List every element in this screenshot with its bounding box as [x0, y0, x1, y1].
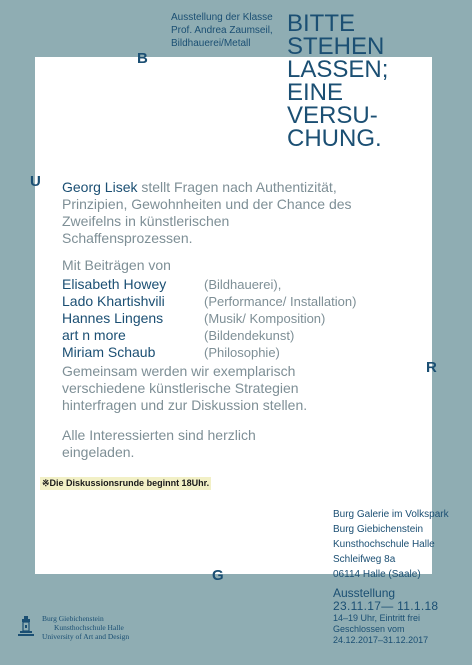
burg-letter-b: B — [137, 50, 148, 67]
contributor-name: Lado Khartishvili — [62, 293, 165, 309]
intro-text — [62, 179, 362, 247]
contributor-row — [62, 310, 392, 327]
contributor-row — [62, 327, 392, 344]
contributor-role: (Bildhauerei), — [204, 277, 282, 292]
contributors-list — [62, 276, 392, 361]
burg-letter-g: G — [212, 567, 224, 584]
contributor-row — [62, 293, 392, 310]
logo-wordmark — [42, 614, 129, 641]
university-logo — [14, 612, 164, 648]
headline-line: STEHEN — [287, 33, 385, 60]
logo-line: Burg Giebichenstein — [42, 614, 104, 623]
contributor-role: (Musik/ Komposition) — [204, 311, 326, 326]
address-line: Kunsthochschule Halle — [333, 539, 435, 550]
exhibition-label: Ausstellung — [333, 586, 396, 600]
contributor-row — [62, 276, 392, 293]
contributor-name: Hannes Lingens — [62, 310, 164, 326]
headline-line: LASSEN; — [287, 56, 389, 83]
address-line: Burg Galerie im Volkspark — [333, 509, 449, 520]
class-info-line: Ausstellung der Klasse — [171, 12, 273, 23]
address-line: Burg Giebichenstein — [333, 524, 424, 535]
exhibition-dates: 23.11.17— 11.1.18 — [333, 599, 439, 613]
logo-line: University of Art and Design — [42, 632, 130, 641]
exhibition-info — [333, 587, 438, 646]
burg-letter-u: U — [30, 173, 41, 190]
logo-line: Kunsthochschule Halle — [54, 623, 124, 632]
class-info-line: Prof. Andrea Zaumseil, — [171, 25, 273, 36]
castle-tower-icon — [18, 616, 34, 638]
headline-line: EINE — [287, 79, 344, 106]
invitation-paragraph: Alle Interessierten sind herzlich eingeladen. — [62, 427, 256, 460]
closed-notice: Geschlossen vom — [333, 624, 405, 634]
closed-dates: 24.12.2017–31.12.2017 — [333, 635, 429, 645]
contributor-name: art n more — [62, 327, 126, 343]
strategy-paragraph: Gemeinsam werden wir exemplarisch verschiedene künstlerische Strategien hinterfragen und zur Diskussion stellen. — [62, 363, 308, 413]
contributor-row — [62, 344, 392, 361]
contributions-heading: Mit Beiträgen von — [62, 257, 171, 273]
artist-name: Georg Lisek — [62, 179, 138, 195]
opening-hours: 14–19 Uhr, Eintritt frei — [333, 613, 421, 623]
contributor-role: (Bildendekunst) — [204, 328, 295, 343]
discussion-time-note: ※Die Diskussionsrunde beginnt 18Uhr. — [42, 478, 210, 488]
address-line: 06114 Halle (Saale) — [333, 569, 421, 580]
contributor-name: Elisabeth Howey — [62, 276, 167, 292]
headline-line: BITTE — [287, 10, 356, 37]
contributor-role: (Performance/ Installation) — [204, 294, 357, 309]
intro-body: stellt Fragen nach Authentizität, Prinzipien, Gewohnheiten und der Chance des Zweifelns in künstlerischen Schaffensprozessen. — [62, 179, 352, 246]
class-info-line: Bildhauerei/Metall — [171, 38, 251, 49]
headline-line: CHUNG. — [287, 125, 382, 152]
headline-line: VERSU- — [287, 102, 378, 129]
contributor-name: Miriam Schaub — [62, 344, 156, 360]
address-line: Schleifweg 8a — [333, 554, 396, 565]
contributor-role: (Philosophie) — [204, 345, 280, 360]
poster-headline — [287, 12, 467, 150]
class-info — [171, 11, 301, 50]
venue-address — [333, 507, 449, 582]
burg-letter-r: R — [426, 359, 437, 376]
